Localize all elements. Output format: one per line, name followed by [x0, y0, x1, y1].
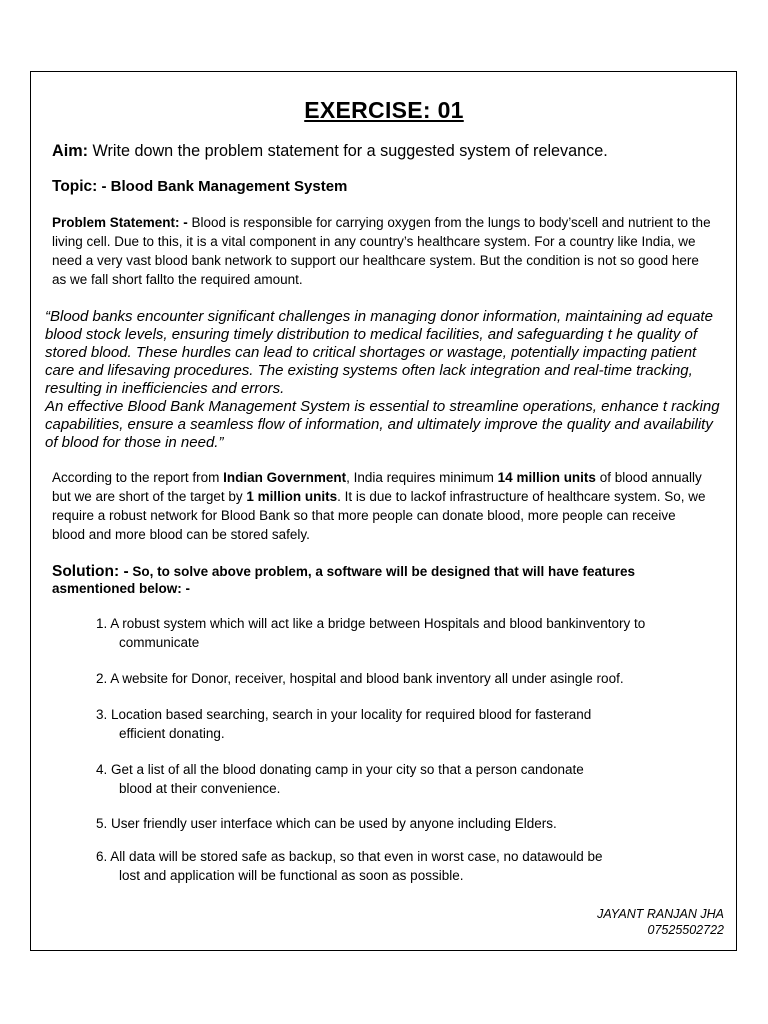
report-text-3: of blood annually but we are short of the target by: [52, 470, 702, 504]
aim-label: Aim:: [52, 142, 88, 160]
report-paragraph: [52, 468, 712, 544]
feature-item: [96, 614, 721, 652]
report-bold-shortfall: 1 million units: [246, 489, 338, 504]
feature-item: [96, 669, 721, 688]
feature-item-text: 6. All data will be stored safe as backup, so that even in worst case, no datawould be: [96, 849, 603, 864]
feature-item-text: 5. User friendly user interface which can be used by anyone including Elders.: [96, 816, 557, 831]
feature-item-continuation: efficient donating.: [119, 726, 225, 741]
feature-item: [96, 760, 721, 798]
quote-paragraph-2: An effective Blood Bank Management System is essential to streamline operations, enhance t racking capabilities, ensure a seamless flow of information, and ultimately improve the quality and availability of blood for those in need.”: [45, 398, 720, 451]
author-name: JAYANT RANJAN JHA: [597, 907, 724, 921]
author-phone: 07525502722: [647, 923, 724, 937]
feature-item-text: 3. Location based searching, search in your locality for required blood for fasterand: [96, 707, 592, 722]
solution-text: So, to solve above problem, a software will be designed that will have features asmentioned below: -: [52, 564, 636, 596]
report-bold-government: Indian Government: [223, 470, 347, 485]
problem-statement: [52, 213, 712, 289]
topic-text: - Blood Bank Management System: [97, 178, 348, 195]
feature-item: [96, 705, 721, 743]
feature-item-text: 1. A robust system which will act like a bridge between Hospitals and blood bankinventory to: [96, 616, 646, 631]
feature-item-continuation: blood at their convenience.: [119, 781, 281, 796]
solution-heading: [52, 563, 712, 597]
topic-label: Topic:: [52, 178, 98, 195]
aim-text: Write down the problem statement for a suggested system of relevance.: [87, 142, 608, 160]
quote-block: [45, 308, 729, 452]
quote-paragraph-1: “Blood banks encounter significant challenges in managing donor information, maintaining ad equate blood stock levels, ensuring timely distribution to medical facilities, and safeguarding t he quality of stored blood. These hurdles can lead to critical shortages or wastage, potentially impacting patient care and lifesaving procedures. The existing systems often lack integration and real-time tracking, resulting in inefficiencies and errors.: [45, 308, 713, 397]
aim-line: [52, 142, 608, 161]
report-text-4: . It is due to lackof infrastructure of healthcare system. So, we require a robust network for Blood Bank so that more people can donate blood, more people can receive blood and more blood can be stored safely.: [52, 489, 706, 542]
problem-statement-text: Blood is responsible for carrying oxygen from the lungs to body’scell and nutrient to the living cell. Due to this, it is a vital component in any country’s healthcare system. For a country like India, we need a very vast blood bank network to support our healthcare system. But the condition is not so good here as we fall short fallto the required amount.: [52, 215, 711, 287]
report-text-2: , India requires minimum: [346, 470, 498, 485]
topic-line: [52, 178, 347, 196]
page-title: EXERCISE: 01: [304, 97, 464, 123]
feature-item-text: 2. A website for Donor, receiver, hospital and blood bank inventory all under asingle roof.: [96, 671, 624, 686]
feature-item-continuation: communicate: [119, 635, 200, 650]
report-text-1: According to the report from: [52, 470, 224, 485]
feature-item: [96, 847, 721, 885]
signature-block: [597, 906, 724, 938]
feature-item-continuation: lost and application will be functional as soon as possible.: [119, 868, 464, 883]
report-bold-requirement: 14 million units: [497, 470, 596, 485]
problem-statement-label: Problem Statement: -: [52, 215, 188, 230]
feature-item-text: 4. Get a list of all the blood donating camp in your city so that a person candonate: [96, 762, 584, 777]
solution-label: Solution: -: [52, 563, 129, 580]
feature-item: [96, 814, 721, 833]
